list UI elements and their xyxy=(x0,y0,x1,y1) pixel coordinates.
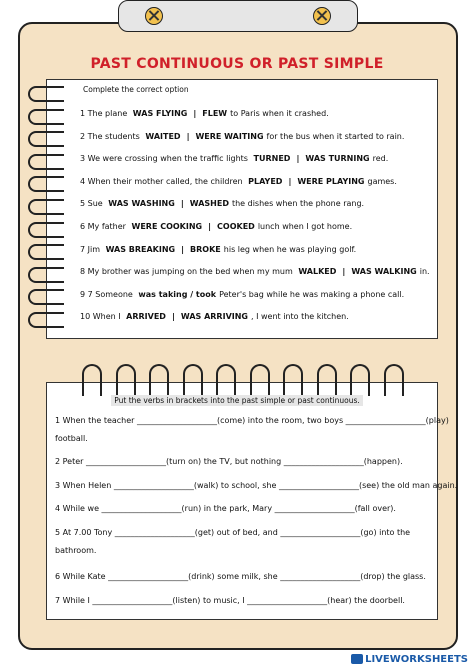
exercise1-item xyxy=(80,290,404,299)
binder-ring-icon xyxy=(283,364,303,396)
item-text: for the bus when it started to rain. xyxy=(266,131,405,141)
option-separator: | xyxy=(342,267,346,277)
item-text: lunch when I got home. xyxy=(257,222,353,231)
notebook-exercise-1 xyxy=(46,79,438,339)
option-b[interactable]: BROKE xyxy=(190,244,221,254)
binder-ring-icon xyxy=(116,364,136,396)
option-b[interactable]: COOKED xyxy=(217,222,255,231)
item-text: to Paris when it crashed. xyxy=(230,109,329,118)
exercise1-item xyxy=(80,245,356,254)
item-text: 4 When their mother called, the children xyxy=(80,176,243,186)
option-b[interactable]: WAS TURNING xyxy=(305,154,370,164)
item-text: 1 The plane xyxy=(80,109,128,118)
option-a[interactable]: WAS BREAKING xyxy=(105,244,176,254)
exercise1-item xyxy=(80,109,329,118)
binder-ring-icon xyxy=(317,364,337,396)
option-a[interactable]: WALKED xyxy=(298,267,337,277)
item-text: red. xyxy=(372,154,389,164)
clipboard-clip xyxy=(118,0,358,32)
clip-screw-icon xyxy=(313,7,331,25)
exercise2-item[interactable]: 4 While we ____________________(run) in the park, Mary ____________________(fall over). xyxy=(55,504,396,513)
exercise2-item[interactable]: 3 When Helen ____________________(walk) to school, she ____________________(see) the old man again. xyxy=(55,481,458,490)
option-b[interactable]: WERE WAITING xyxy=(195,131,264,141)
option-separator: | xyxy=(288,176,292,186)
option-separator: | xyxy=(181,244,185,254)
exercise1-item xyxy=(80,222,352,231)
spiral-ring-icon xyxy=(28,244,64,260)
option-separator: | xyxy=(208,222,212,231)
option-b[interactable]: FLEW xyxy=(202,109,228,118)
option-a[interactable]: WERE COOKING xyxy=(131,222,203,231)
item-text: in. xyxy=(419,267,430,277)
option-separator: | xyxy=(296,154,300,164)
item-text: 8 My brother was jumping on the bed when my mum xyxy=(80,267,293,277)
option-a[interactable]: PLAYED xyxy=(248,176,283,186)
exercise1-item xyxy=(80,199,364,208)
item-text: the dishes when the phone rang. xyxy=(231,199,365,209)
binder-ring-icon xyxy=(384,364,404,396)
exercise1-instruction: Complete the correct option xyxy=(83,85,189,94)
binder-ring-icon xyxy=(149,364,169,396)
spiral-ring-icon xyxy=(28,267,64,283)
option-a[interactable]: WAS WASHING xyxy=(108,199,175,209)
item-text: 3 We were crossing when the traffic lights xyxy=(80,154,248,164)
spiral-ring-icon xyxy=(28,222,64,238)
binder-ring-icon xyxy=(216,364,236,396)
item-text: 5 Sue xyxy=(80,199,103,209)
item-text: his leg when he was playing golf. xyxy=(223,244,357,254)
exercise1-item xyxy=(80,267,430,276)
item-text: Peter's bag while he was making a phone call. xyxy=(219,289,405,299)
item-text: 9 7 Someone xyxy=(80,289,133,299)
exercise1-item xyxy=(80,132,404,141)
exercise1-item xyxy=(80,312,349,321)
item-text: 7 Jim xyxy=(80,244,101,254)
option-a[interactable]: WAS FLYING xyxy=(132,109,188,118)
exercise2-item[interactable]: football. xyxy=(55,434,88,443)
liveworksheets-logo: LIVEWORKSHEETS xyxy=(351,654,468,665)
spiral-ring-icon xyxy=(28,131,64,147)
item-text: 2 The students xyxy=(80,131,140,141)
option-separator: | xyxy=(180,199,184,209)
exercise2-item[interactable]: 1 When the teacher ____________________(come) into the room, two boys ____________________(play) xyxy=(55,416,449,425)
spiral-ring-icon xyxy=(28,289,64,305)
option-a[interactable]: TURNED xyxy=(253,154,291,164)
item-text: 10 When I xyxy=(80,312,121,322)
spiral-ring-icon xyxy=(28,312,64,328)
exercise2-item[interactable]: bathroom. xyxy=(55,546,97,555)
option-b[interactable]: WERE PLAYING xyxy=(297,176,365,186)
binder-ring-icon xyxy=(250,364,270,396)
option-a[interactable]: ARRIVED xyxy=(126,312,166,322)
exercise1-item xyxy=(80,154,388,163)
option-a[interactable]: WAITED xyxy=(145,131,181,141)
liveworksheets-icon xyxy=(351,654,363,664)
item-text: games. xyxy=(367,176,397,186)
option-b[interactable]: WASHED xyxy=(189,199,229,209)
spiral-ring-icon xyxy=(28,176,64,192)
option-b[interactable]: WAS ARRIVING xyxy=(180,312,248,322)
clip-screw-icon xyxy=(145,7,163,25)
spiral-ring-icon xyxy=(28,199,64,215)
spiral-ring-icon xyxy=(28,109,64,125)
binder-ring-icon xyxy=(183,364,203,396)
exercise2-instruction: Put the verbs in brackets into the past simple or past continuous. xyxy=(0,396,474,405)
spiral-ring-icon xyxy=(28,86,64,102)
item-text: , I went into the kitchen. xyxy=(251,312,349,322)
exercise2-item[interactable]: 7 While I ____________________(listen) to music, I ____________________(hear) the doorbell. xyxy=(55,596,405,605)
binder-ring-icon xyxy=(82,364,102,396)
option-separator: | xyxy=(193,109,197,118)
page-title: PAST CONTINUOUS OR PAST SIMPLE xyxy=(90,56,384,72)
exercise1-item xyxy=(80,177,397,186)
spiral-ring-icon xyxy=(28,154,64,170)
option-separator: | xyxy=(171,312,175,322)
item-text: 6 My father xyxy=(80,222,126,231)
option-a[interactable]: was taking / took xyxy=(138,289,217,299)
option-b[interactable]: WAS WALKING xyxy=(351,267,417,277)
exercise2-item[interactable]: 2 Peter ____________________(turn on) the TV, but nothing ____________________(happen). xyxy=(55,457,403,466)
exercise2-item[interactable]: 6 While Kate ____________________(drink) some milk, she ____________________(drop) the glass. xyxy=(55,572,426,581)
exercise2-item[interactable]: 5 At 7.00 Tony ____________________(get) out of bed, and ____________________(go) into the xyxy=(55,528,411,537)
binder-ring-icon xyxy=(350,364,370,396)
option-separator: | xyxy=(186,131,190,141)
